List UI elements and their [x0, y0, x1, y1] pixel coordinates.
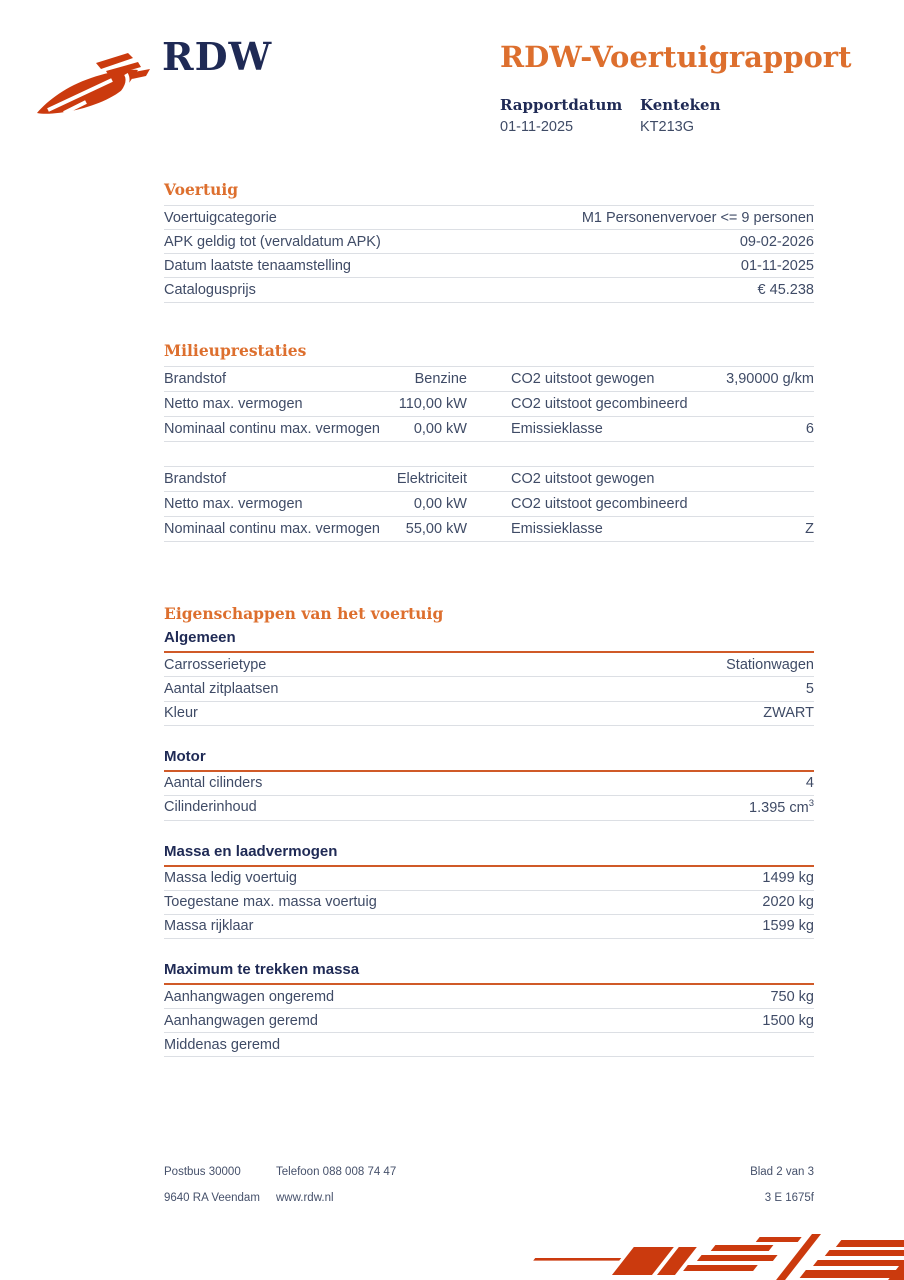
row-value: Benzine [414, 370, 467, 387]
row-label: CO2 uitstoot gewogen [511, 470, 655, 487]
subsection-title-trekken-massa: Maximum te trekken massa [164, 961, 814, 985]
row-value: 3,90000 g/km [726, 370, 814, 387]
row-label: CO2 uitstoot gewogen [511, 370, 655, 387]
report-date-block [500, 96, 640, 135]
row-label: Netto max. vermogen [164, 496, 303, 512]
row-value: 09-02-2026 [739, 233, 814, 250]
table-row [164, 492, 814, 517]
page-title: RDW-Voertuigrapport [500, 40, 852, 74]
table-row [164, 796, 814, 821]
milieu-block-benzine [164, 366, 814, 442]
row-label: Toegestane max. massa voertuig [164, 894, 377, 911]
footer-website: www.rdw.nl [276, 1192, 334, 1204]
subsection-title-algemeen: Algemeen [164, 629, 814, 653]
subsection-massa [164, 843, 814, 939]
cubic-superscript: 3 [808, 798, 814, 810]
row-label: Emissieklasse [511, 420, 603, 437]
table-row [164, 230, 814, 254]
row-label: Brandstof [164, 370, 227, 387]
row-value: M1 Personenvervoer <= 9 personen [581, 209, 814, 226]
row-label: Kleur [164, 705, 198, 721]
table-row [164, 392, 814, 417]
license-plate-value: KT213G [640, 119, 694, 135]
row-label: Aanhangwagen geremd [164, 1012, 318, 1029]
row-label: Brandstof [164, 470, 227, 487]
row-label: Aantal cilinders [164, 775, 263, 792]
row-value: 110,00 kW [398, 395, 467, 412]
table-row [164, 278, 814, 302]
footer-phone: Telefoon 088 008 74 47 [276, 1166, 397, 1178]
report-meta [500, 96, 780, 135]
section-title-voertuig: Voertuig [164, 180, 239, 199]
footer-form-code: 3 E 1675f [764, 1192, 814, 1204]
footer-contact [276, 1166, 750, 1218]
table-row [164, 254, 814, 278]
footer-address [164, 1166, 276, 1218]
row-label: Carrosserietype [164, 656, 267, 673]
row-label: Catalogusprijs [164, 281, 256, 298]
footer-page-number: Blad 2 van 3 [750, 1166, 814, 1178]
section-eigenschappen [164, 604, 814, 1057]
rdw-stripes-graphic-icon [512, 1234, 904, 1280]
row-label: APK geldig tot (vervaldatum APK) [164, 233, 381, 250]
section-milieuprestaties [164, 341, 814, 543]
table-row [164, 1033, 814, 1057]
report-content [164, 180, 814, 1057]
footer-city: 9640 RA Veendam [164, 1192, 260, 1204]
table-row [164, 417, 814, 442]
table-row [164, 467, 814, 492]
report-date-label: Rapportdatum [500, 96, 623, 114]
milieu-block-elektriciteit [164, 466, 814, 542]
row-label: Nominaal continu max. vermogen [164, 521, 380, 538]
rdw-logo-text: RDW [162, 34, 273, 79]
table-row [164, 206, 814, 230]
table-row [164, 517, 814, 542]
footer-page-info [750, 1166, 814, 1218]
table-row [164, 915, 814, 939]
row-label: Cilinderinhoud [164, 799, 257, 816]
subsection-title-massa: Massa en laadvermogen [164, 843, 814, 867]
row-value: ZWART [763, 705, 814, 721]
row-label: Aantal zitplaatsen [164, 680, 279, 697]
report-date-value: 01-11-2025 [500, 119, 574, 135]
row-label: Datum laatste tenaamstelling [164, 257, 351, 274]
table-row [164, 985, 814, 1009]
license-plate-label: Kenteken [640, 96, 721, 114]
subsection-algemeen [164, 629, 814, 725]
table-row [164, 702, 814, 726]
table-row [164, 772, 814, 796]
row-label: Massa ledig voertuig [164, 870, 297, 887]
row-value: 0,00 kW [413, 420, 467, 437]
row-label: CO2 uitstoot gecombineerd [511, 395, 688, 412]
row-value: 01-11-2025 [740, 257, 814, 274]
table-row [164, 891, 814, 915]
row-value: 2020 kg [762, 894, 814, 911]
row-value: 0,00 kW [413, 496, 467, 512]
rdw-feather-logo-icon [34, 50, 160, 128]
subsection-trekken-massa [164, 961, 814, 1057]
row-value: Z [805, 521, 814, 538]
table-row [164, 677, 814, 701]
row-label: Voertuigcategorie [164, 209, 277, 226]
row-label: Netto max. vermogen [164, 395, 303, 412]
row-value: 4 [805, 775, 814, 792]
table-row [164, 867, 814, 891]
table-row [164, 367, 814, 392]
row-value: 5 [805, 680, 814, 697]
section-voertuig [164, 180, 814, 303]
section-title-milieuprestaties: Milieuprestaties [164, 340, 307, 360]
page-footer [164, 1166, 814, 1218]
row-value: € 45.238 [757, 281, 814, 298]
table-row [164, 1009, 814, 1033]
row-value: Elektriciteit [396, 470, 467, 487]
row-value: 1499 kg [762, 870, 814, 887]
row-label: CO2 uitstoot gecombineerd [511, 496, 688, 512]
row-label: Nominaal continu max. vermogen [164, 420, 380, 437]
license-plate-block [640, 96, 780, 135]
section-title-eigenschappen: Eigenschappen van het voertuig [164, 604, 444, 624]
row-value: 6 [805, 420, 814, 437]
row-value: Stationwagen [726, 656, 814, 673]
row-value: 750 kg [770, 988, 814, 1005]
subsection-motor [164, 748, 814, 821]
footer-postbus: Postbus 30000 [164, 1166, 241, 1178]
row-value: 1599 kg [762, 918, 814, 935]
row-value: 1.395 $cm^3$ [749, 798, 814, 817]
row-label: Aanhangwagen ongeremd [164, 988, 335, 1005]
table-row [164, 653, 814, 677]
row-value: 1500 kg [762, 1012, 814, 1029]
subsection-title-motor: Motor [164, 748, 814, 772]
row-label: Massa rijklaar [164, 918, 254, 935]
row-value: 55,00 kW [405, 521, 467, 538]
row-label: Middenas geremd [164, 1036, 281, 1053]
row-label: Emissieklasse [511, 521, 603, 538]
